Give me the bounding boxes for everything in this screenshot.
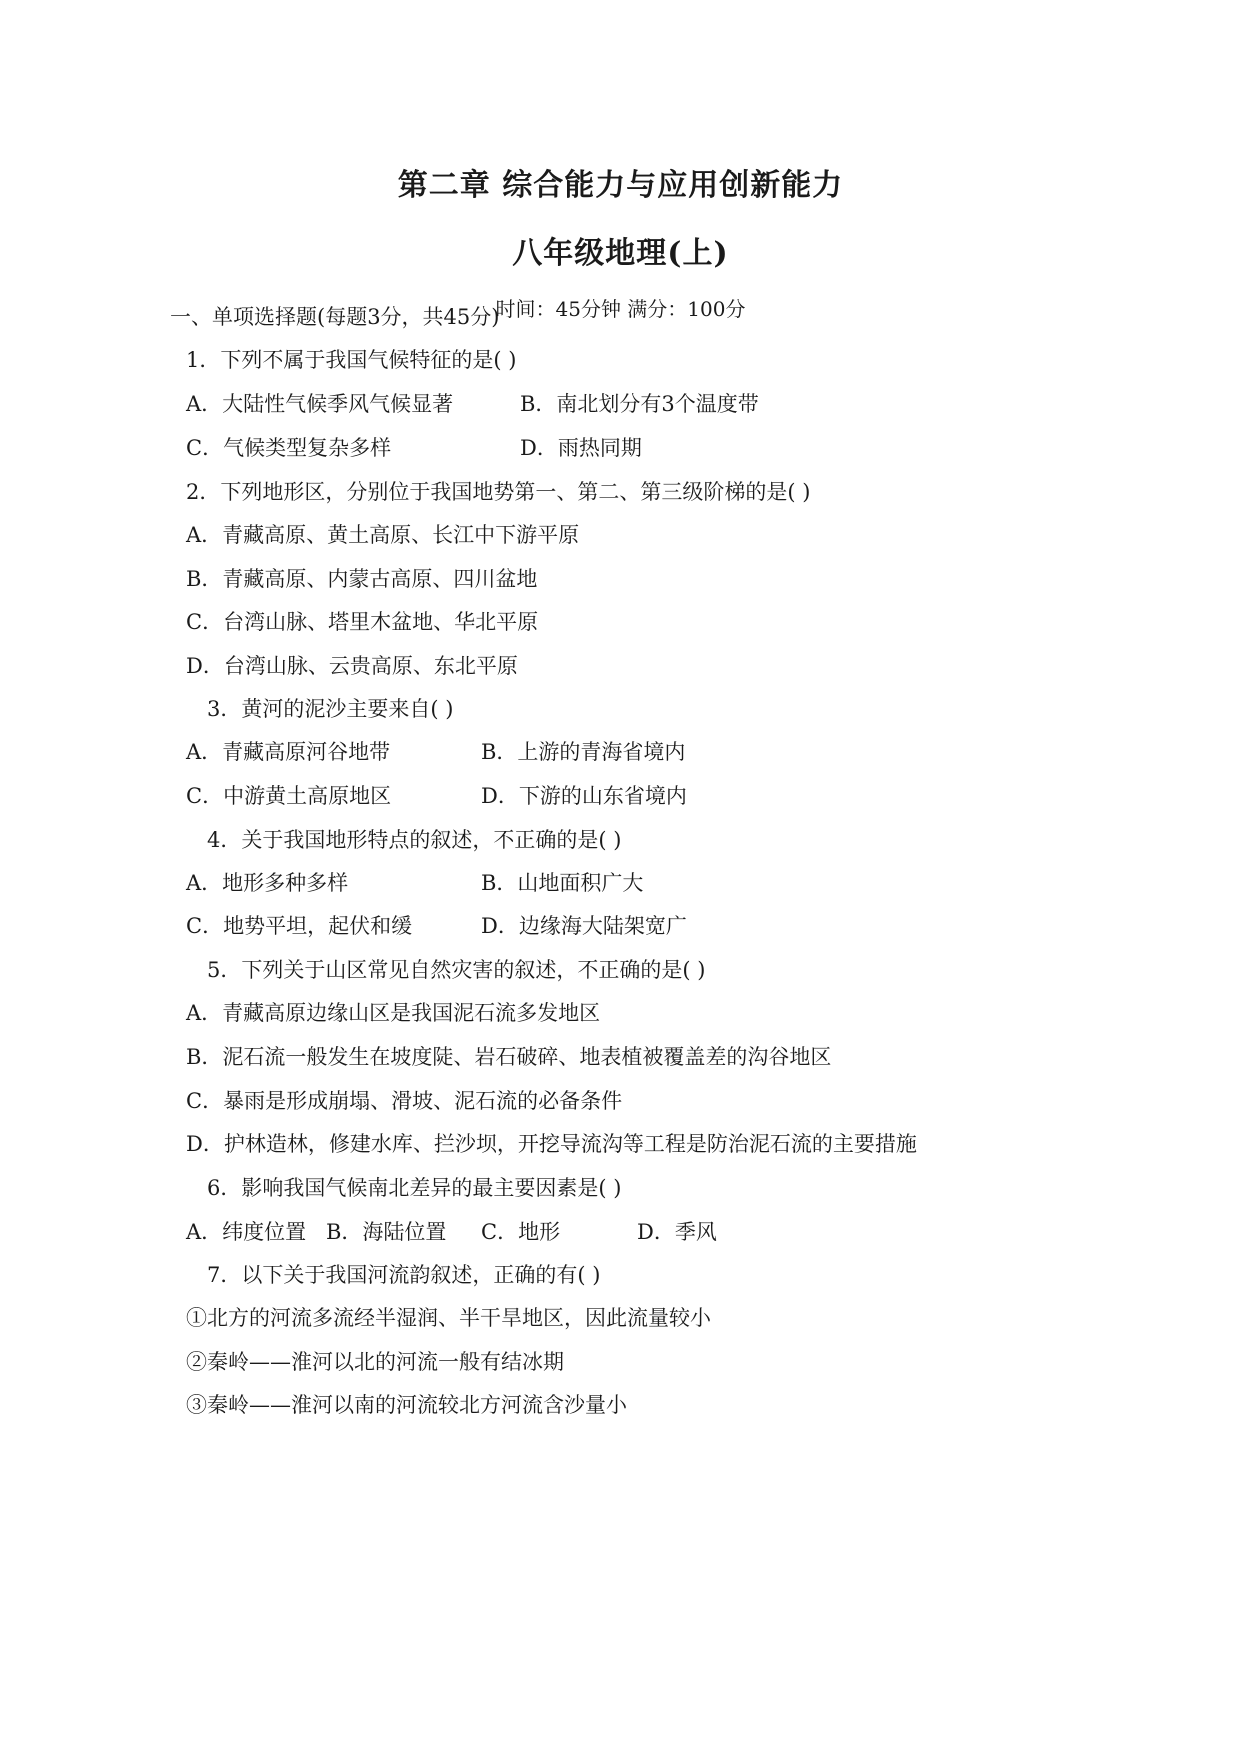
question-stem: 7．以下关于我国河流韵叙述，正确的有( ) xyxy=(207,1263,601,1287)
option-c: C．暴雨是形成崩塌、滑坡、泥石流的必备条件 xyxy=(186,1089,623,1113)
statement-3: ③秦岭——淮河以南的河流较北方河流含沙量小 xyxy=(186,1393,627,1417)
statement-1: ①北方的河流多流经半湿润、半干旱地区，因此流量较小 xyxy=(186,1306,711,1330)
question-stem: 6．影响我国气候南北差异的最主要因素是( ) xyxy=(207,1176,622,1200)
option-d: D．下游的山东省境内 xyxy=(481,784,687,808)
option-a: A．地形多种多样 xyxy=(186,871,349,895)
question-stem: 4．关于我国地形特点的叙述，不正确的是( ) xyxy=(207,828,622,852)
option-c: C．气候类型复杂多样 xyxy=(186,436,392,460)
exam-meta: 时间：45分钟 满分：100分 xyxy=(495,297,746,321)
question-stem: 3．黄河的泥沙主要来自( ) xyxy=(207,697,454,721)
option-b: B．上游的青海省境内 xyxy=(481,740,686,764)
question-stem: 5．下列关于山区常见自然灾害的叙述，不正确的是( ) xyxy=(207,958,706,982)
document-subtitle: 八年级地理(上) xyxy=(512,236,729,271)
question-stem: 1．下列不属于我国气候特征的是( ) xyxy=(186,348,517,372)
option-a: A．纬度位置 xyxy=(186,1220,307,1244)
option-d: D．雨热同期 xyxy=(520,436,642,460)
option-a: A．青藏高原河谷地带 xyxy=(186,740,391,764)
option-a: A．青藏高原边缘山区是我国泥石流多发地区 xyxy=(186,1001,601,1025)
option-b: B．泥石流一般发生在坡度陡、岩石破碎、地表植被覆盖差的沟谷地区 xyxy=(186,1045,832,1069)
option-c: C．地势平坦，起伏和缓 xyxy=(186,914,413,938)
section-heading: 一、单项选择题(每题3分，共45分) xyxy=(170,305,500,329)
option-c: C．中游黄土高原地区 xyxy=(186,784,392,808)
option-a: A．大陆性气候季风气候显著 xyxy=(186,392,454,416)
option-d: D．台湾山脉、云贵高原、东北平原 xyxy=(186,654,518,678)
document-title: 第二章 综合能力与应用创新能力 xyxy=(397,168,844,203)
option-c: C．地形 xyxy=(481,1220,561,1244)
option-d: D．季风 xyxy=(637,1220,717,1244)
question-stem: 2．下列地形区，分别位于我国地势第一、第二、第三级阶梯的是( ) xyxy=(186,480,811,504)
option-b: B．海陆位置 xyxy=(326,1220,447,1244)
option-b: B．青藏高原、内蒙古高原、四川盆地 xyxy=(186,567,538,591)
option-b: B．南北划分有3个温度带 xyxy=(520,392,759,416)
option-b: B．山地面积广大 xyxy=(481,871,644,895)
option-d: D．边缘海大陆架宽广 xyxy=(481,914,687,938)
option-d: D．护林造林，修建水库、拦沙坝，开挖导流沟等工程是防治泥石流的主要措施 xyxy=(186,1132,917,1156)
option-c: C．台湾山脉、塔里木盆地、华北平原 xyxy=(186,610,539,634)
statement-2: ②秦岭——淮河以北的河流一般有结冰期 xyxy=(186,1350,564,1374)
option-a: A．青藏高原、黄土高原、长江中下游平原 xyxy=(186,523,580,547)
